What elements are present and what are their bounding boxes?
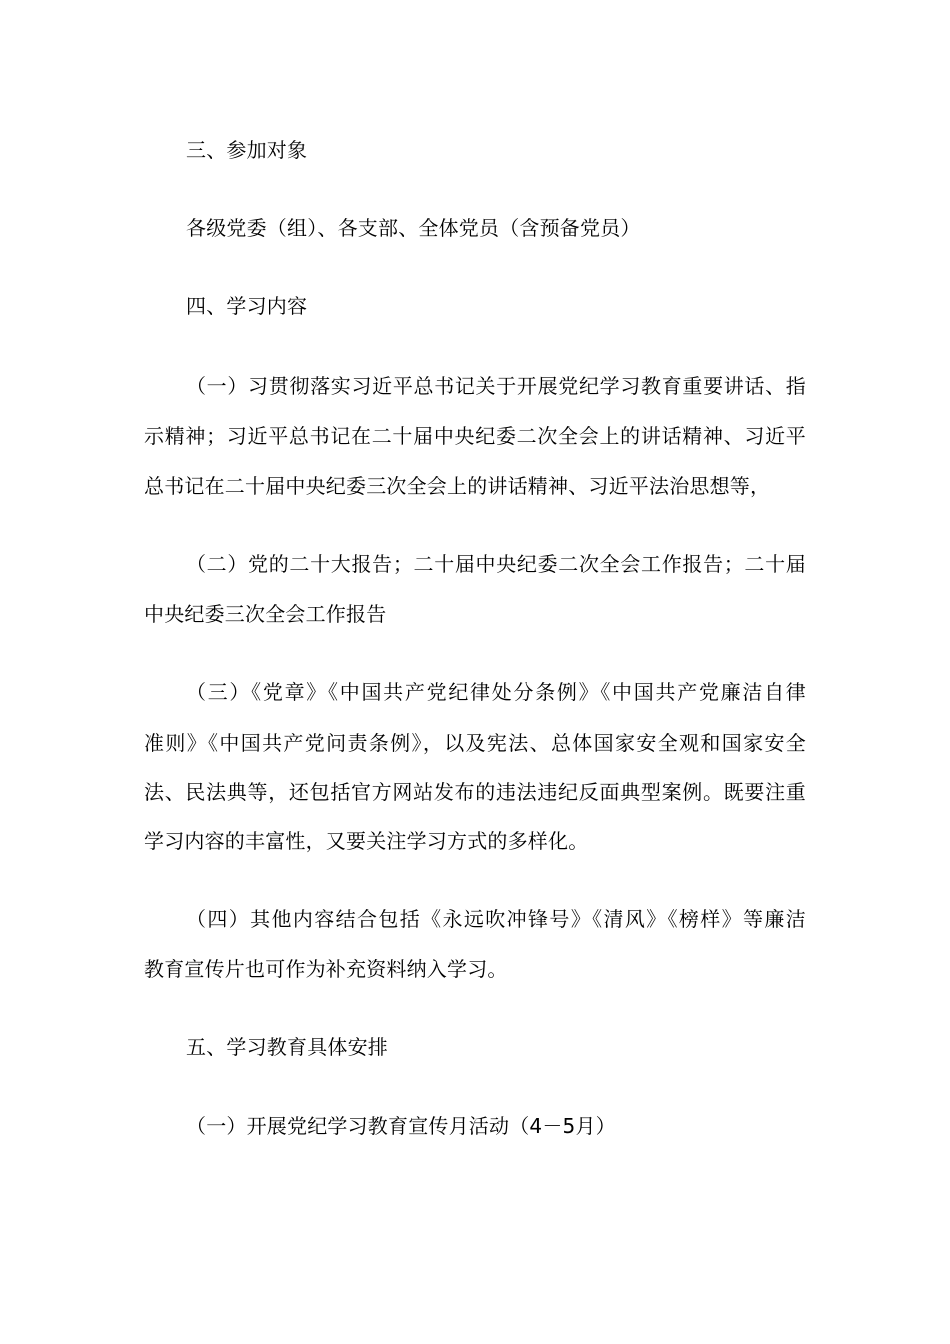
section4-item3-line1: （三）《党章》《中国共产党纪律处分条例》《中国共产党廉洁自律 (186, 680, 806, 704)
section3-heading: 三、参加对象 (186, 138, 308, 162)
section4-item1-line3: 总书记在二十届中央纪委三次全会上的讲话精神、习近平法治思想等， (144, 474, 771, 498)
section4-item4-line1: （四）其他内容结合包括《永远吹冲锋号》《清风》《榜样》等廉洁 (186, 907, 806, 931)
section4-item3-line3: 法、民法典等，还包括官方网站发布的违法违纪反面典型案例。既要注重 (144, 780, 806, 804)
section4-item1-line1: （一）习贯彻落实习近平总书记关于开展党纪学习教育重要讲话、指 (186, 374, 806, 398)
section4-item2-line2: 中央纪委三次全会工作报告 (144, 602, 387, 626)
section4-heading: 四、学习内容 (186, 294, 308, 318)
section4-item4-line2: 教育宣传片也可作为补充资料纳入学习。 (144, 957, 508, 981)
section4-item3-line2: 准则》《中国共产党问责条例》，以及宪法、总体国家安全观和国家安全 (144, 731, 806, 755)
section4-item1-line2: 示精神；习近平总书记在二十届中央纪委二次全会上的讲话精神、习近平 (144, 424, 806, 448)
section5-heading: 五、学习教育具体安排 (186, 1035, 388, 1059)
section3-text: 各级党委（组）、各支部、全体党员（含预备党员） (186, 216, 641, 240)
section4-item3-line4: 学习内容的丰富性，又要关注学习方式的多样化。 (144, 829, 589, 853)
section4-item2-line1: （二）党的二十大报告；二十届中央纪委二次全会工作报告；二十届 (186, 552, 806, 576)
section5-item1: （一）开展党纪学习教育宣传月活动（4－5月） (186, 1114, 616, 1138)
